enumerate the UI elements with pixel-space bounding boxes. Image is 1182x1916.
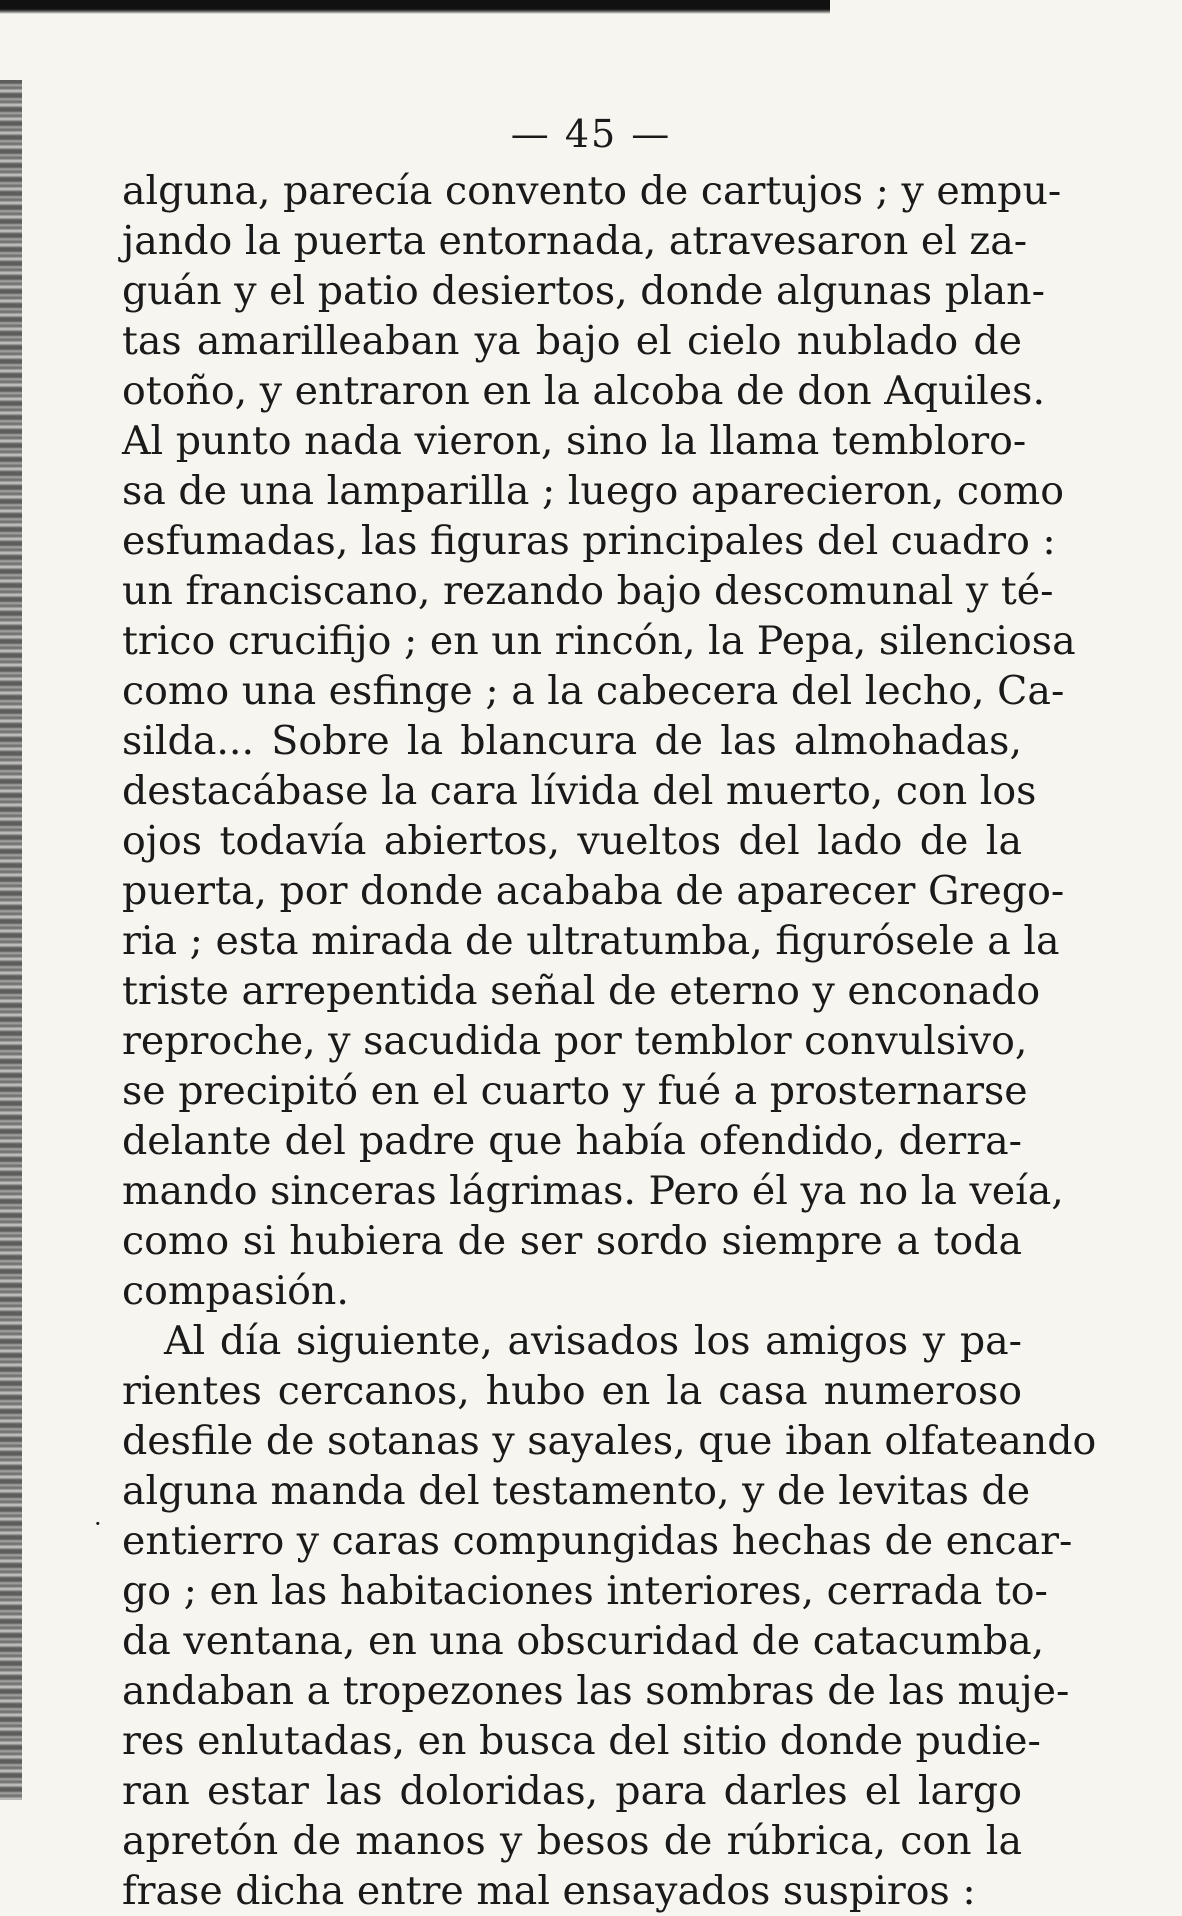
text-line: alguna, parecía convento de cartujos ; y empu-: [122, 168, 1062, 214]
text-line: triste arrepentida señal de eterno y enconado: [122, 968, 1041, 1014]
text-line: como una esfinge ; a la cabecera del lecho, Ca-: [122, 668, 1065, 714]
text-line: guán y el patio desiertos, donde algunas plan-: [122, 268, 1045, 314]
text-line: mando sinceras lágrimas. Pero él ya no la veía,: [122, 1168, 1064, 1214]
top-rule: [0, 0, 830, 14]
text-line: desfile de sotanas y sayales, que iban olfateando: [122, 1418, 1097, 1464]
text-line: trico crucifijo ; en un rincón, la Pepa, silenciosa: [122, 618, 1076, 664]
text-line: tas amarilleaban ya bajo el cielo nublado de: [122, 318, 1022, 364]
text-line: un franciscano, rezando bajo descomunal y té-: [122, 568, 1054, 614]
page-number: — 45 —: [510, 112, 672, 156]
text-line: ria ; esta mirada de ultratumba, figurósele a la: [122, 918, 1060, 964]
margin-mark: ·: [94, 1510, 102, 1538]
text-line: sa de una lamparilla ; luego aparecieron, como: [122, 468, 1065, 514]
text-line: esfumadas, las figuras principales del cuadro :: [122, 518, 1056, 564]
text-line: alguna manda del testamento, y de levitas de: [122, 1468, 1031, 1514]
text-line: como si hubiera de ser sordo siempre a toda: [122, 1218, 1022, 1264]
text-line: rientes cercanos, hubo en la casa numeroso: [122, 1368, 1022, 1414]
text-line: res enlutadas, en busca del sitio donde pudie-: [122, 1718, 1041, 1764]
text-line: da ventana, en una obscuridad de catacumba,: [122, 1618, 1045, 1664]
text-line: compasión.: [122, 1268, 349, 1314]
text-line: andaban a tropezones las sombras de las muje-: [122, 1668, 1070, 1714]
text-line: puerta, por donde acababa de aparecer Grego-: [122, 868, 1065, 914]
text-line: Al día siguiente, avisados los amigos y pa-: [164, 1318, 1022, 1364]
text-line: se precipitó en el cuarto y fué a prosternarse: [122, 1068, 1028, 1114]
binding-edge: [0, 80, 22, 1800]
text-line: entierro y caras compungidas hechas de encar-: [122, 1518, 1073, 1564]
text-line: destacábase la cara lívida del muerto, con los: [122, 768, 1037, 814]
text-line: apretón de manos y besos de rúbrica, con la: [122, 1818, 1022, 1864]
text-line: delante del padre que había ofendido, derra-: [122, 1118, 1022, 1164]
text-line: jando la puerta entornada, atravesaron el za-: [122, 218, 1028, 264]
text-line: ran estar las doloridas, para darles el largo: [122, 1768, 1022, 1814]
body-text: [122, 166, 1097, 1916]
text-line: otoño, y entraron en la alcoba de don Aquiles.: [122, 368, 1046, 414]
text-line: frase dicha entre mal ensayados suspiros :: [122, 1868, 976, 1914]
text-line: Al punto nada vieron, sino la llama temblоro-: [122, 418, 1027, 464]
text-line: ojos todavía abiertos, vueltos del lado de la: [122, 818, 1022, 864]
text-line: go ; en las habitaciones interiores, cerrada to-: [122, 1568, 1048, 1614]
text-line: silda... Sobre la blancura de las almohadas,: [122, 718, 1022, 764]
text-line: reproche, y sacudida por temblor convulsivo,: [122, 1018, 1028, 1064]
